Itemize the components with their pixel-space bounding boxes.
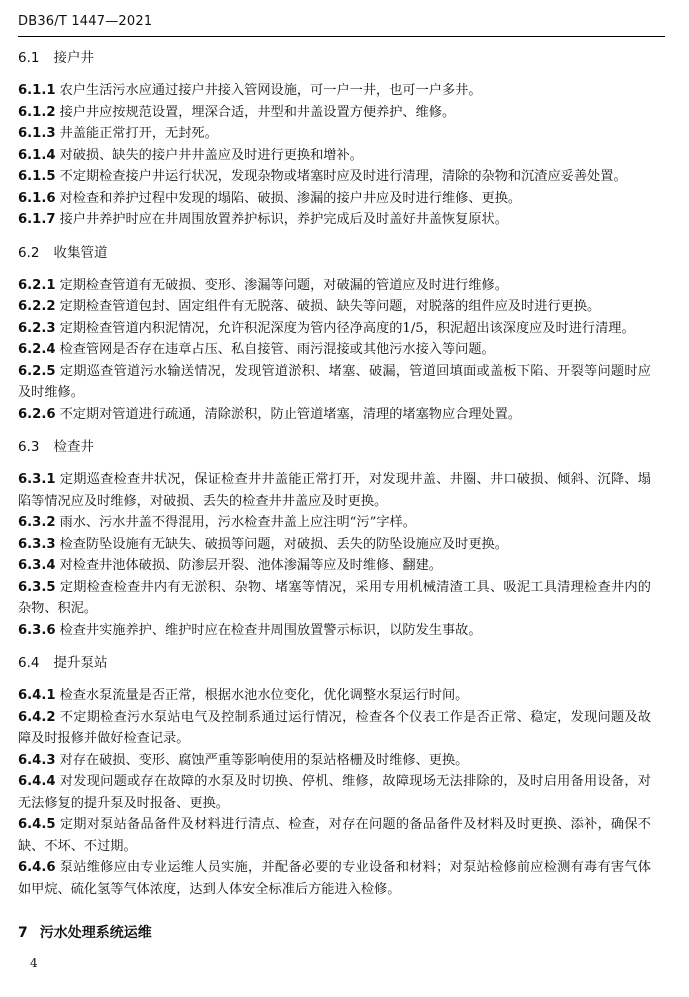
section-heading: 6.1 接户井: [18, 50, 94, 66]
clause: 6.3.6 检查井实施养护、维护时应在检查井周围放置警示标识，以防发生事故。: [18, 622, 482, 638]
clause: 6.4.2 不定期检查污水泵站电气及控制系通过运行情况，检查各个仪表工作是否正常、稳定，发现问题及故障及时报修并做好检查记录。: [18, 709, 651, 746]
clause: 6.4.3 对存在破损、变形、腐蚀严重等影响使用的泵站格栅及时维修、更换。: [18, 752, 469, 768]
clause: 6.2.3 定期检查管道内积泥情况，允许积泥深度为管内径净高度的1/5，积泥超出该深度应及时进行清理。: [18, 320, 635, 336]
clause: 6.4.5 定期对泵站备品备件及材料进行清点、检查，对存在问题的备品备件及材料及时更换、添补，确保不缺、不坏、不过期。: [18, 817, 651, 854]
clause: 6.4.4 对发现问题或存在故障的水泵及时切换、停机、维修，故障现场无法排除的，及时启用备用设备，对无法修复的提升泵及时报备、更换。: [18, 774, 651, 811]
document-body: [18, 47, 651, 942]
page-number: 4: [30, 956, 38, 970]
clause: 6.3.2 雨水、污水井盖不得混用，污水检查井盖上应注明“污”字样。: [18, 515, 416, 530]
clause: 6.4.6 泵站维修应由专业运维人员实施，并配备必要的专业设备和材料；对泵站检修前应检测有毒有害气体如甲烷、硫化氢等气体浓度，达到人体安全标准后方能进入检修。: [18, 860, 651, 897]
clause: 6.2.5 定期巡查管道污水输送情况，发现管道淤积、堵塞、破漏，管道回填面或盖板下陷、开裂等问题时应及时维修。: [18, 363, 651, 400]
clause: 6.2.1 定期检查管道有无破损、变形、渗漏等问题，对破漏的管道应及时进行维修。: [18, 277, 508, 293]
chapter-heading: 7 污水处理系统运维: [18, 925, 152, 941]
document-code: DB36/T 1447—2021: [18, 14, 153, 29]
header-rule: [18, 36, 665, 37]
clause: 6.2.6 不定期对管道进行疏通，清除淤积，防止管道堵塞，清理的堵塞物应合理处置。: [18, 406, 522, 422]
clause: 6.1.2 接户井应按规范设置，埋深合适，井型和井盖设置方便养护、维修。: [18, 104, 456, 120]
section-heading: 6.3 检查井: [18, 439, 94, 455]
clause: 6.1.7 接户井养护时应在井周围放置养护标识，养护完成后及时盖好井盖恢复原状。: [18, 212, 508, 227]
clause: 6.4.1 检查水泵流量是否正常，根据水池水位变化，优化调整水泵运行时间。: [18, 688, 469, 703]
clause: 6.1.1 农户生活污水应通过接户井接入管网设施，可一户一井，也可一户多井。: [18, 83, 482, 98]
section-heading: 6.2 收集管道: [18, 244, 108, 261]
clause: 6.1.4 对破损、缺失的接户井井盖应及时进行更换和增补。: [18, 147, 363, 163]
clause: 6.3.1 定期巡查检查井状况，保证检查井井盖能正常打开，对发现井盖、井圈、井口破损、倾斜、沉降、塌陷等情况应及时维修，对破损、丢失的检查井井盖应及时更换。: [18, 472, 651, 509]
clause: 6.3.5 定期检查检查井内有无淤积、杂物、堵塞等情况，采用专用机械清渣工具、吸泥工具清理检查井内的杂物、积泥。: [18, 579, 651, 616]
clause: 6.1.6 对检查和养护过程中发现的塌陷、破损、渗漏的接户井应及时进行维修、更换。: [18, 190, 522, 206]
clause: 6.3.3 检查防坠设施有无缺失、破损等问题，对破损、丢失的防坠设施应及时更换。: [18, 536, 508, 552]
clause: 6.2.4 检查管网是否存在违章占压、私自接管、雨污混接或其他污水接入等问题。: [18, 342, 495, 357]
clause: 6.3.4 对检查井池体破损、防渗层开裂、池体渗漏等应及时维修、翻建。: [18, 558, 442, 573]
section-heading: 6.4 提升泵站: [18, 655, 108, 671]
clause: 6.2.2 定期检查管道包封、固定组件有无脱落、破损、缺失等问题，对脱落的组件应及时进行更换。: [18, 299, 601, 314]
clause: 6.1.3 井盖能正常打开，无封死。: [18, 126, 218, 141]
clause: 6.1.5 不定期检查接户井运行状况，发现杂物或堵塞时应及时进行清理，清除的杂物和沉渣应妥善处置。: [18, 169, 627, 184]
